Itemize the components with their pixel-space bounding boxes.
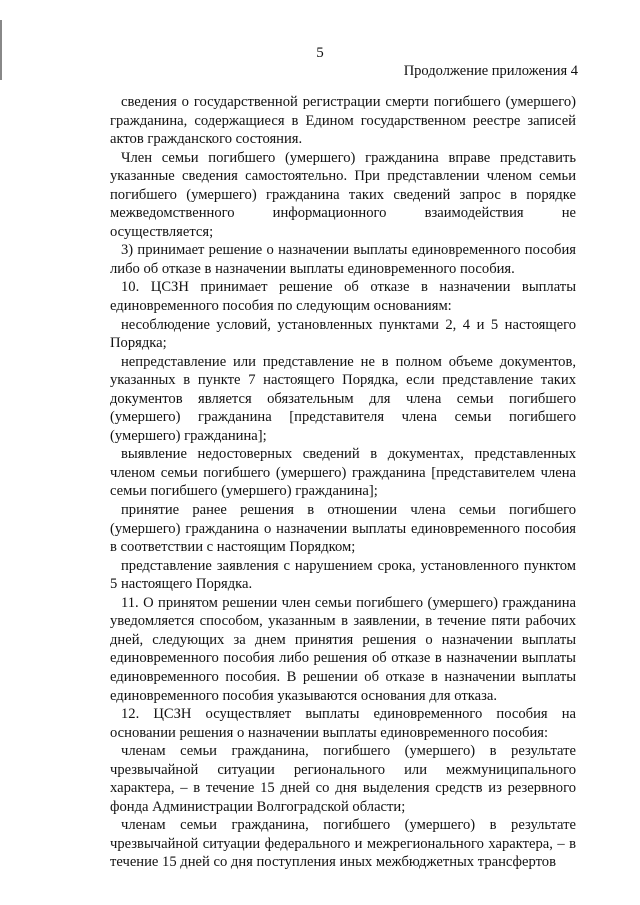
paragraph: принятие ранее решения в отношении члена семьи погибшего (умершего) гражданина о назначении выплаты единовременного пособия в соответствии с настоящим Порядком;: [110, 502, 576, 556]
paragraph: сведения о государственной регистрации смерти погибшего (умершего) гражданина, содержащиеся в Едином государственном реестре записей актов гражданского состояния.: [110, 94, 576, 148]
paragraph: 12. ЦСЗН осуществляет выплаты единовременного пособия на основании решения о назначении выплаты единовременного пособия:: [110, 706, 576, 741]
page-number: 5: [316, 45, 324, 61]
paragraph: непредставление или представление не в полном объеме документов, указанных в пункте 7 настоящего Порядка, если представление таких документов является обязательным для члена семьи погибшего (умершего) гражданина [представителя члена семьи погибшего (умершего) гражданина];: [110, 353, 576, 444]
paragraph: 11. О принятом решении член семьи погибшего (умершего) гражданина уведомляется способом, указанным в заявлении, в течение пяти рабочих дней, следующих за днем принятия решения о назначении выплаты единовременного пособия либо решения об отказе в назначении выплаты единовременного пособия. В решении об отказе в назначении выплаты единовременного пособия указываются основания для отказа.: [110, 594, 576, 704]
appendix-continuation-note: Продолжение приложения 4: [403, 63, 578, 79]
paragraph: выявление недостоверных сведений в документах, представленных членом семьи погибшего (умершего) гражданина [представителем члена семьи погибшего (умершего) гражданина];: [110, 446, 576, 500]
paragraph: Член семьи погибшего (умершего) гражданина вправе представить указанные сведения самостоятельно. При представлении членом семьи погибшего (умершего) гражданина таких сведений запрос в порядке межведомственного информационного взаимодействия не осуществляется;: [110, 149, 576, 240]
document-body: [110, 93, 576, 872]
paragraph: членам семьи гражданина, погибшего (умершего) в результате чрезвычайной ситуации федерального и межрегионального характера, – в течение 15 дней со дня поступления иных межбюджетных трансфертов: [110, 817, 576, 871]
paragraph: несоблюдение условий, установленных пунктами 2, 4 и 5 настоящего Порядка;: [110, 316, 576, 352]
paragraph: представление заявления с нарушением срока, установленного пунктом 5 настоящего Порядка.: [110, 557, 576, 593]
paragraph: 3) принимает решение о назначении выплаты единовременного пособия либо об отказе в назначении выплаты единовременного пособия.: [110, 242, 576, 277]
paragraph: 10. ЦСЗН принимает решение об отказе в назначении выплаты единовременного пособия по следующим основаниям:: [110, 279, 576, 315]
paragraph: членам семьи гражданина, погибшего (умершего) в результате чрезвычайной ситуации регионального или межмуниципального характера, – в течение 15 дней со дня выделения средств из резервного фонда Администрации Волгоградской области;: [110, 743, 576, 815]
